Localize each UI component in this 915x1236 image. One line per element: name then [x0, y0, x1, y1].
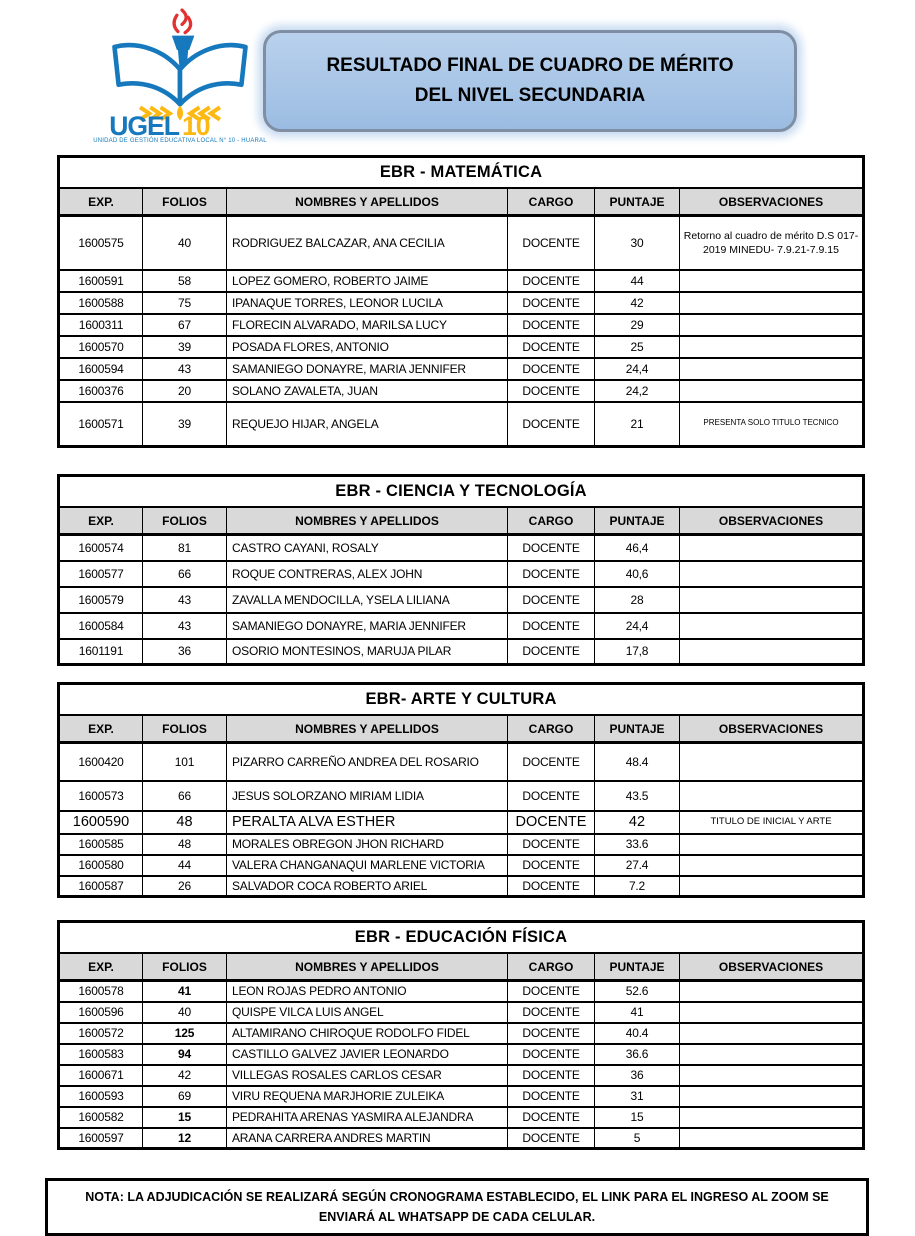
cell-puntaje: 42	[595, 292, 680, 314]
cell-exp: 1600311	[59, 314, 143, 336]
cell-puntaje: 40,6	[595, 561, 680, 587]
cell-folios: 43	[143, 358, 227, 380]
table-row	[59, 1044, 864, 1065]
merit-tables	[57, 155, 862, 1150]
cell-cargo: DOCENTE	[508, 270, 595, 292]
cell-puntaje: 46,4	[595, 535, 680, 561]
cell-exp: 1600577	[59, 561, 143, 587]
cell-folios: 66	[143, 781, 227, 811]
table-row	[59, 292, 864, 314]
cell-folios: 94	[143, 1044, 227, 1065]
cell-folios: 81	[143, 535, 227, 561]
cell-nombres: SAMANIEGO DONAYRE, MARIA JENNIFER	[227, 358, 508, 380]
table-row	[59, 380, 864, 402]
cell-exp: 1600587	[59, 876, 143, 897]
column-header-nombres: NOMBRES Y APELLIDOS	[227, 715, 508, 743]
table-row	[59, 1065, 864, 1086]
cell-exp: 1600578	[59, 981, 143, 1002]
cell-folios: 12	[143, 1128, 227, 1149]
column-header-cargo: CARGO	[508, 953, 595, 981]
table-ciencia	[57, 474, 862, 666]
table-row	[59, 561, 864, 587]
cell-folios: 20	[143, 380, 227, 402]
table-row	[59, 402, 864, 447]
column-header-exp: EXP.	[59, 953, 143, 981]
column-header-folios: FOLIOS	[143, 507, 227, 535]
table-row	[59, 781, 864, 811]
cell-obs	[680, 781, 864, 811]
column-header-puntaje: PUNTAJE	[595, 188, 680, 216]
cell-obs	[680, 336, 864, 358]
column-header-obs: OBSERVACIONES	[680, 953, 864, 981]
cell-nombres: REQUEJO HIJAR, ANGELA	[227, 402, 508, 447]
cell-puntaje: 21	[595, 402, 680, 447]
cell-nombres: PEDRAHITA ARENAS YASMIRA ALEJANDRA	[227, 1107, 508, 1128]
cell-exp: 1600573	[59, 781, 143, 811]
cell-obs	[680, 613, 864, 639]
table-title: EBR - EDUCACIÓN FÍSICA	[59, 922, 864, 954]
table-row	[59, 1107, 864, 1128]
cell-puntaje: 24,4	[595, 358, 680, 380]
cell-folios: 43	[143, 613, 227, 639]
logo-subtitle: UNIDAD DE GESTIÓN EDUCATIVA LOCAL N° 10 - HUARAL	[93, 138, 267, 144]
cell-puntaje: 36.6	[595, 1044, 680, 1065]
cell-obs	[680, 314, 864, 336]
cell-folios: 36	[143, 639, 227, 665]
table-row	[59, 743, 864, 781]
cell-obs	[680, 587, 864, 613]
cell-cargo: DOCENTE	[508, 1065, 595, 1086]
table-row	[59, 1086, 864, 1107]
cell-exp: 1600594	[59, 358, 143, 380]
cell-puntaje: 24,2	[595, 380, 680, 402]
cell-puntaje: 48.4	[595, 743, 680, 781]
cell-obs	[680, 1128, 864, 1149]
table-row	[59, 876, 864, 897]
cell-puntaje: 15	[595, 1107, 680, 1128]
cell-exp: 1600582	[59, 1107, 143, 1128]
cell-nombres: VALERA CHANGANAQUI MARLENE VICTORIA	[227, 855, 508, 876]
cell-folios: 69	[143, 1086, 227, 1107]
cell-puntaje: 40.4	[595, 1023, 680, 1044]
table-row	[59, 981, 864, 1002]
cell-folios: 66	[143, 561, 227, 587]
cell-folios: 44	[143, 855, 227, 876]
cell-puntaje: 36	[595, 1065, 680, 1086]
cell-puntaje: 52.6	[595, 981, 680, 1002]
cell-cargo: DOCENTE	[508, 1044, 595, 1065]
cell-cargo: DOCENTE	[508, 613, 595, 639]
table-matematica	[57, 155, 862, 448]
cell-exp: 1600591	[59, 270, 143, 292]
table-row	[59, 587, 864, 613]
cell-puntaje: 31	[595, 1086, 680, 1107]
column-header-puntaje: PUNTAJE	[595, 507, 680, 535]
column-header-cargo: CARGO	[508, 507, 595, 535]
table-row	[59, 613, 864, 639]
table-row	[59, 1128, 864, 1149]
cell-exp: 1600575	[59, 216, 143, 270]
cell-cargo: DOCENTE	[508, 781, 595, 811]
table-fisica	[57, 920, 862, 1150]
cell-nombres: SALVADOR COCA ROBERTO ARIEL	[227, 876, 508, 897]
table-title: EBR- ARTE Y CULTURA	[59, 684, 864, 716]
cell-folios: 48	[143, 834, 227, 855]
cell-exp: 1600376	[59, 380, 143, 402]
cell-nombres: CASTRO CAYANI, ROSALY	[227, 535, 508, 561]
cell-obs: PRESENTA SOLO TITULO TECNICO	[680, 402, 864, 447]
column-header-obs: OBSERVACIONES	[680, 188, 864, 216]
cell-nombres: LOPEZ GOMERO, ROBERTO JAIME	[227, 270, 508, 292]
cell-nombres: JESUS SOLORZANO MIRIAM LIDIA	[227, 781, 508, 811]
cell-puntaje: 7.2	[595, 876, 680, 897]
cell-exp: 1600572	[59, 1023, 143, 1044]
table-row	[59, 535, 864, 561]
cell-obs	[680, 1023, 864, 1044]
cell-folios: 67	[143, 314, 227, 336]
cell-exp: 1600597	[59, 1128, 143, 1149]
cell-folios: 15	[143, 1107, 227, 1128]
table-title: EBR - MATEMÁTICA	[59, 157, 864, 189]
table-row	[59, 855, 864, 876]
cell-puntaje: 44	[595, 270, 680, 292]
column-header-exp: EXP.	[59, 715, 143, 743]
cell-obs	[680, 1107, 864, 1128]
ugel-logo-icon	[93, 6, 267, 137]
cell-obs	[680, 855, 864, 876]
cell-obs	[680, 743, 864, 781]
cell-obs	[680, 1044, 864, 1065]
page-header	[0, 0, 915, 155]
cell-cargo: DOCENTE	[508, 1023, 595, 1044]
table-row	[59, 639, 864, 665]
cell-cargo: DOCENTE	[508, 587, 595, 613]
cell-nombres: VIRU REQUENA MARJHORIE ZULEIKA	[227, 1086, 508, 1107]
cell-cargo: DOCENTE	[508, 876, 595, 897]
cell-exp: 1600579	[59, 587, 143, 613]
cell-obs	[680, 639, 864, 665]
cell-folios: 41	[143, 981, 227, 1002]
column-header-folios: FOLIOS	[143, 953, 227, 981]
cell-exp: 1600671	[59, 1065, 143, 1086]
table-row	[59, 270, 864, 292]
table-title: EBR - CIENCIA Y TECNOLOGÍA	[59, 476, 864, 508]
cell-cargo: DOCENTE	[508, 834, 595, 855]
cell-cargo: DOCENTE	[508, 216, 595, 270]
cell-folios: 39	[143, 336, 227, 358]
cell-cargo: DOCENTE	[508, 1002, 595, 1023]
table-row	[59, 336, 864, 358]
cell-obs	[680, 1002, 864, 1023]
cell-nombres: CASTILLO GALVEZ JAVIER LEONARDO	[227, 1044, 508, 1065]
cell-puntaje: 17,8	[595, 639, 680, 665]
table-row	[59, 1002, 864, 1023]
table-arte	[57, 682, 862, 898]
table-row	[59, 358, 864, 380]
logo-text-number: 10	[182, 110, 210, 137]
cell-cargo: DOCENTE	[508, 743, 595, 781]
cell-folios: 75	[143, 292, 227, 314]
cell-folios: 48	[143, 811, 227, 834]
cell-puntaje: 24,4	[595, 613, 680, 639]
table-row	[59, 216, 864, 270]
column-header-obs: OBSERVACIONES	[680, 507, 864, 535]
cell-cargo: DOCENTE	[508, 1086, 595, 1107]
cell-exp: 1600583	[59, 1044, 143, 1065]
column-header-cargo: CARGO	[508, 715, 595, 743]
column-header-puntaje: PUNTAJE	[595, 953, 680, 981]
cell-puntaje: 42	[595, 811, 680, 834]
column-header-obs: OBSERVACIONES	[680, 715, 864, 743]
cell-obs	[680, 358, 864, 380]
column-header-nombres: NOMBRES Y APELLIDOS	[227, 507, 508, 535]
cell-obs	[680, 876, 864, 897]
cell-nombres: PIZARRO CARREÑO ANDREA DEL ROSARIO	[227, 743, 508, 781]
cell-nombres: SOLANO ZAVALETA, JUAN	[227, 380, 508, 402]
cell-obs: TITULO DE INICIAL Y ARTE	[680, 811, 864, 834]
cell-cargo: DOCENTE	[508, 981, 595, 1002]
table-row	[59, 834, 864, 855]
cell-cargo: DOCENTE	[508, 855, 595, 876]
cell-exp: 1601191	[59, 639, 143, 665]
cell-nombres: IPANAQUE TORRES, LEONOR LUCILA	[227, 292, 508, 314]
cell-folios: 42	[143, 1065, 227, 1086]
table-row	[59, 811, 864, 834]
cell-obs	[680, 834, 864, 855]
cell-puntaje: 28	[595, 587, 680, 613]
cell-nombres: SAMANIEGO DONAYRE, MARIA JENNIFER	[227, 613, 508, 639]
column-header-folios: FOLIOS	[143, 715, 227, 743]
cell-folios: 58	[143, 270, 227, 292]
cell-exp: 1600596	[59, 1002, 143, 1023]
torch-flame-icon	[174, 10, 191, 33]
cell-puntaje: 27.4	[595, 855, 680, 876]
cell-cargo: DOCENTE	[508, 1107, 595, 1128]
cell-cargo: DOCENTE	[508, 380, 595, 402]
cell-puntaje: 33.6	[595, 834, 680, 855]
column-header-cargo: CARGO	[508, 188, 595, 216]
cell-puntaje: 29	[595, 314, 680, 336]
cell-nombres: RODRIGUEZ BALCAZAR, ANA CECILIA	[227, 216, 508, 270]
cell-puntaje: 43.5	[595, 781, 680, 811]
cell-folios: 125	[143, 1023, 227, 1044]
cell-cargo: DOCENTE	[508, 358, 595, 380]
cell-cargo: DOCENTE	[508, 314, 595, 336]
cell-cargo: DOCENTE	[508, 561, 595, 587]
cell-puntaje: 5	[595, 1128, 680, 1149]
cell-exp: 1600593	[59, 1086, 143, 1107]
column-header-exp: EXP.	[59, 507, 143, 535]
cell-nombres: POSADA FLORES, ANTONIO	[227, 336, 508, 358]
cell-obs	[680, 380, 864, 402]
column-header-exp: EXP.	[59, 188, 143, 216]
column-header-nombres: NOMBRES Y APELLIDOS	[227, 188, 508, 216]
page-title: RESULTADO FINAL DE CUADRO DE MÉRITO DEL NIVEL SECUNDARIA	[263, 30, 797, 132]
logo-text-ugel: UGEL	[109, 110, 179, 137]
cell-folios: 40	[143, 1002, 227, 1023]
cell-cargo: DOCENTE	[508, 639, 595, 665]
cell-folios: 26	[143, 876, 227, 897]
cell-nombres: MORALES OBREGON JHON RICHARD	[227, 834, 508, 855]
cell-cargo: DOCENTE	[508, 535, 595, 561]
column-header-folios: FOLIOS	[143, 188, 227, 216]
cell-exp: 1600420	[59, 743, 143, 781]
ugel-logo	[93, 6, 267, 144]
cell-exp: 1600580	[59, 855, 143, 876]
cell-exp: 1600584	[59, 613, 143, 639]
cell-exp: 1600585	[59, 834, 143, 855]
cell-folios: 43	[143, 587, 227, 613]
cell-nombres: LEON ROJAS PEDRO ANTONIO	[227, 981, 508, 1002]
cell-obs	[680, 561, 864, 587]
cell-exp: 1600571	[59, 402, 143, 447]
cell-folios: 101	[143, 743, 227, 781]
cell-puntaje: 30	[595, 216, 680, 270]
cell-nombres: PERALTA ALVA ESTHER	[227, 811, 508, 834]
table-row	[59, 314, 864, 336]
cell-puntaje: 41	[595, 1002, 680, 1023]
cell-exp: 1600590	[59, 811, 143, 834]
cell-cargo: DOCENTE	[508, 292, 595, 314]
cell-nombres: FLORECIN ALVARADO, MARILSA LUCY	[227, 314, 508, 336]
cell-obs	[680, 1086, 864, 1107]
footer-note: NOTA: LA ADJUDICACIÓN SE REALIZARÁ SEGÚN CRONOGRAMA ESTABLECIDO, EL LINK PARA EL INGRESO AL ZOOM SE ENVIARÁ AL WHATSAPP DE CADA CELULAR.	[45, 1178, 869, 1236]
cell-nombres: ZAVALLA MENDOCILLA, YSELA LILIANA	[227, 587, 508, 613]
cell-nombres: QUISPE VILCA LUIS ANGEL	[227, 1002, 508, 1023]
cell-folios: 39	[143, 402, 227, 447]
cell-obs	[680, 270, 864, 292]
cell-nombres: ARANA CARRERA ANDRES MARTIN	[227, 1128, 508, 1149]
cell-obs	[680, 1065, 864, 1086]
table-row	[59, 1023, 864, 1044]
cell-obs	[680, 292, 864, 314]
cell-cargo: DOCENTE	[508, 402, 595, 447]
cell-nombres: ROQUE CONTRERAS, ALEX JOHN	[227, 561, 508, 587]
column-header-nombres: NOMBRES Y APELLIDOS	[227, 953, 508, 981]
cell-nombres: OSORIO MONTESINOS, MARUJA PILAR	[227, 639, 508, 665]
cell-cargo: DOCENTE	[508, 811, 595, 834]
cell-cargo: DOCENTE	[508, 1128, 595, 1149]
cell-folios: 40	[143, 216, 227, 270]
cell-cargo: DOCENTE	[508, 336, 595, 358]
cell-puntaje: 25	[595, 336, 680, 358]
cell-nombres: VILLEGAS ROSALES CARLOS CESAR	[227, 1065, 508, 1086]
cell-obs	[680, 535, 864, 561]
cell-exp: 1600588	[59, 292, 143, 314]
cell-obs	[680, 981, 864, 1002]
cell-exp: 1600574	[59, 535, 143, 561]
cell-exp: 1600570	[59, 336, 143, 358]
cell-nombres: ALTAMIRANO CHIROQUE RODOLFO FIDEL	[227, 1023, 508, 1044]
cell-obs: Retorno al cuadro de mérito D.S 017-2019 MINEDU- 7.9.21-7.9.15	[680, 216, 864, 270]
column-header-puntaje: PUNTAJE	[595, 715, 680, 743]
